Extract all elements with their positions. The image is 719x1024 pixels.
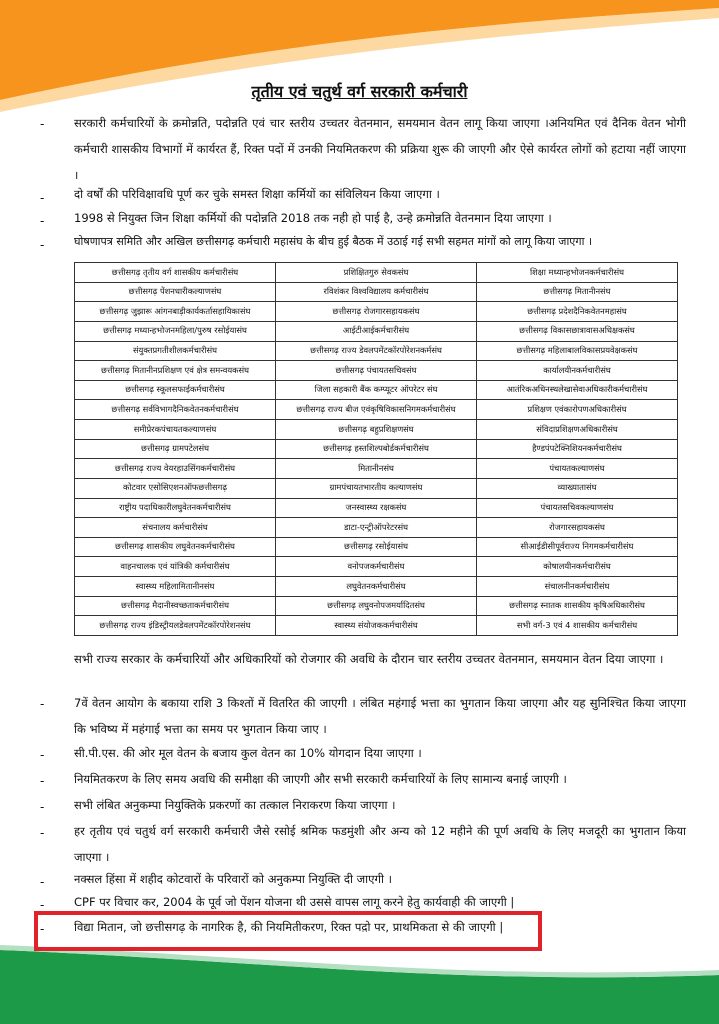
table-cell: छत्तीसगढ़ विकासछात्रावासअधिक्षकसंघ [477, 321, 678, 341]
bullet-dash: - [40, 748, 45, 762]
list-item: सभी लंबित अनुकम्पा नियुक्तिके प्रकरणों का तत्काल निराकरण किया जाएगा । [74, 798, 396, 812]
table-cell: ग्रामपंचायतभारतीय कल्याणसंघ [276, 478, 477, 498]
table-row [75, 518, 678, 538]
table-cell: रविशंकर विश्वविद्यालय कर्मचारीसंघ [276, 282, 477, 302]
table-row [75, 361, 678, 381]
table-cell: छत्तीसगढ़ रसोईयासंघ [276, 537, 477, 557]
table-cell: छत्तीसगढ़ रोजगारसहायकसंघ [276, 302, 477, 322]
table-row [75, 380, 678, 400]
table-cell: व्याख्यातासंघ [477, 478, 678, 498]
table-cell: प्रशिक्षण एवंकारोपणअधिकारीसंघ [477, 400, 678, 420]
table-cell: छत्तीसगढ़ बहुप्रशिक्षणसंघ [276, 420, 477, 440]
bullet-dash: - [40, 826, 45, 840]
table-row [75, 439, 678, 459]
table-row [75, 577, 678, 597]
table-cell: कार्यालयीनकर्मचारीसंघ [477, 361, 678, 381]
table-cell: वाहनचालक एवं यांत्रिकी कर्मचारीसंघ [75, 557, 276, 577]
table-cell: राष्ट्रीय पदाधिकारीलघुवेतनकर्मचारीसंघ [75, 498, 276, 518]
table-cell: छत्तीसगढ़ हस्तशिल्पबोर्डकर्मचारीसंघ [276, 439, 477, 459]
table-cell: छत्तीसगढ़ मैदानीस्वच्छताकर्मचारीसंघ [75, 596, 276, 616]
table-cell: स्वास्थ्य संयोजककर्मचारीसंघ [276, 616, 477, 636]
table-row [75, 616, 678, 636]
bullet-dash: - [40, 697, 45, 711]
table-row [75, 557, 678, 577]
list-item-highlighted: विद्या मितान, जो छत्तीसगढ़ के नागरिक है, की नियमितीकरण, रिक्त पद़ो पर, प्राथमिकता से की जाएगी | [74, 920, 504, 934]
list-item: सी.पी.एस. की ओर मूल वेतन के बजाय कुल वेतन का 10% योगदान दिया जाएगा । [74, 746, 422, 760]
table-row [75, 341, 678, 361]
table-cell: मितानीनसंघ [276, 459, 477, 479]
table-row [75, 459, 678, 479]
table-cell: शिक्षा मध्यान्हभोजनकर्मचारीसंघ [477, 263, 678, 283]
table-row [75, 263, 678, 283]
table-cell: जनस्वास्थ्य रक्षकसंघ [276, 498, 477, 518]
table-cell: प्रशिक्षितगुरु सेवकसंघ [276, 263, 477, 283]
table-row [75, 537, 678, 557]
table-cell: पंचायतसचिवकल्याणसंघ [477, 498, 678, 518]
list-item: CPF पर विचार कर, 2004 के पूर्व जो पेंशन योजना थी उससे वापस लागू करने हेतु कार्यवाही की जाएगी | [74, 895, 515, 909]
bullet-dash: - [40, 117, 45, 131]
table-cell: संयुक्तप्रगतीशीलकर्मचारीसंघ [75, 341, 276, 361]
unions-table [74, 262, 678, 636]
table-cell: छत्तीसगढ़ प्रदेशदैनिकवेतनमहासंघ [477, 302, 678, 322]
table-cell: लघुवेतनकर्मचारीसंघ [276, 577, 477, 597]
table-cell: छत्तीसगढ़ तृतीय वर्ग शासकीय कर्मचारीसंघ [75, 263, 276, 283]
table-cell: छत्तीसगढ़ लघुवनोपजमर्यादितसंघ [276, 596, 477, 616]
bullet-dash: - [40, 875, 45, 889]
bullet-dash: - [40, 191, 45, 205]
table-cell: कोटवार एसोसिएशनऑफछत्तीसगढ़ [75, 478, 276, 498]
table-row [75, 596, 678, 616]
table-cell: डाटा-एन्ट्रीऑपरेटरसंघ [276, 518, 477, 538]
table-cell: छत्तीसगढ़ राज्य इंडिस्ट्रीयलडेवलपमेंटकॉरपोरेशनसंघ [75, 616, 276, 636]
page-title: तृतीय एवं चतुर्थ वर्ग सरकारी कर्मचारी [251, 82, 468, 101]
table-cell: छत्तीसगढ़ राज्य डेवलपमेंटकॉरपोरेशनकर्मसंघ [276, 341, 477, 361]
bullet-dash: - [40, 800, 45, 814]
list-item: घोषणापत्र समिति और अखिल छत्तीसगढ़ कर्मचारी महासंघ के बीच हुई बैठक में उठाई गई सभी सहमत मांगों को लागू किया जाएगा । [74, 235, 593, 248]
table-row [75, 400, 678, 420]
list-item: सरकारी कर्मचारियों के क्रमोन्नति, पदोन्नति एवं चार स्तरीय उच्चतर वेतनमान, समयमान वेतन लागू किया जाएगा ।अनियमित एवं दैनिक वेतन भोगी कर्मचारी शासकीय विभागों में कार्यरत हैं, रिक्त पदों में उनकी नियमितकरण की प्रक्रिया शुरू की जाएगी और ऐसे कार्यरत लोगों को हटाया नहीं जाएगा । [74, 116, 686, 182]
table-cell: छत्तीसगढ़ मितानीनसंघ [477, 282, 678, 302]
table-row [75, 420, 678, 440]
table-cell: जिला सहकारी बैंक कम्प्यूटर ऑपरेटर संघ [276, 380, 477, 400]
bullet-dash: - [40, 214, 45, 228]
paragraph-after-table: सभी राज्य सरकार के कर्मचारियों और अधिकारियों को रोजगार की अवधि के दौरान चार स्तरीय उच्चतर वेतनमान, समयमान वेतन दिया जाएगा । [74, 652, 664, 666]
table-cell: रोजगारसहायकसंघ [477, 518, 678, 538]
table-cell: हैण्डपंपटेक्निशियनकर्मचारीसंघ [477, 439, 678, 459]
table-cell: सीआईडीसीपूर्वराज्य निगमकर्मचारीसंघ [477, 537, 678, 557]
table-cell: पंचायतकल्याणसंघ [477, 459, 678, 479]
list-item: हर तृतीय एवं चतुर्थ वर्ग सरकारी कर्मचारी जैसे रसोई श्रमिक फडमुंशी और अन्य को 12 महीने की पूर्ण अवधि के लिए मजदूरी का भुगतान किया जाएगा । [74, 824, 686, 864]
highlight-box [34, 911, 542, 951]
table-row [75, 302, 678, 322]
list-item: नक्सल हिंसा में शहीद कोटवारों के परिवारों को अनुकम्पा नियुक्ति दी जाएगी । [74, 872, 392, 886]
bullet-dash: - [40, 774, 45, 788]
table-cell: समीप्रेरकपंचायतकल्याणसंघ [75, 420, 276, 440]
table-cell: संचनालय कर्मचारीसंघ [75, 518, 276, 538]
list-item: 7वें वेतन आयोग के बकाया राशि 3 किश्तों में वितरित की जाएगी । लंबित महंगाई भत्ता का भुगतान किया जाएगा और यह सुनिश्चित किया जाएगा कि भविष्य में महंगाई भत्ता का समय पर भुगतान किया जाए । [74, 696, 686, 736]
table-cell: छत्तीसगढ़ महिलाबालविकासप्रयवेक्षकसंघ [477, 341, 678, 361]
table-cell: छत्तीसगढ़ राज्य वेयरहाउसिंगकर्मचारीसंघ [75, 459, 276, 479]
table-cell: छत्तीसगढ़ ग्रामपटेलसंघ [75, 439, 276, 459]
bullet-dash: - [40, 238, 45, 252]
table-cell: स्वास्थ्य महिलामितानीनसंघ [75, 577, 276, 597]
table-cell: सभी वर्ग-3 एवं 4 शासकीय कर्मचारीसंघ [477, 616, 678, 636]
table-cell: छत्तीसगढ़ राज्य बीज एवंकृषिविकासनिगमकर्मचारीसंघ [276, 400, 477, 420]
table-cell: संचालनीनकर्मचारीसंघ [477, 577, 678, 597]
list-item: दो वर्षों की परिविक्षावधि पूर्ण कर चुके समस्त शिक्षा कर्मियों का संविलियन किया जाएगा । [74, 187, 440, 201]
table-cell: छत्तीसगढ़ मध्यान्हभोजनमहिला/पुरुष रसोईयासंघ [75, 321, 276, 341]
table-row [75, 498, 678, 518]
list-item: नियमितकरण के लिए समय अवधि की समीक्षा की जाएगी और सभी सरकारी कर्मचारियों के लिए सामान्य बनाई जाएगी । [74, 772, 567, 786]
table-cell: वनोपजकर्मचारीसंघ [276, 557, 477, 577]
table-cell: छत्तीसगढ़ जुझारू आंगनबाड़ीकार्यकर्तासहायिकासंघ [75, 302, 276, 322]
bullet-dash: - [40, 922, 45, 936]
table-cell: छत्तीसगढ़ स्कूलसफाईकर्मचारीसंघ [75, 380, 276, 400]
table-cell: छत्तीसगढ़ पेंशनधारीकल्याणसंघ [75, 282, 276, 302]
table-cell: कोषालयीनकर्मचारीसंघ [477, 557, 678, 577]
table-cell: आतंरिकअधिनस्थलेखासेवाअधिकारीकर्मचारीसंघ [477, 380, 678, 400]
table-cell: आईटीआईकर्मचारीसंघ [276, 321, 477, 341]
list-item: 1998 से नियुक्त जिन शिक्षा कर्मियों की पदोन्नति 2018 तक नही हो पाई है, उन्हे क्रमोन्नति वेतनमान दिया जाएगा । [74, 211, 552, 225]
table-cell: संविदाप्रशिक्षणअधिकारीसंघ [477, 420, 678, 440]
table-cell: छत्तीसगढ़ शासकीय लघुवेतनकर्मचारीसंघ [75, 537, 276, 557]
table-cell: छत्तीसगढ़ सर्वविभागदैनिकवेतनकर्मचारीसंघ [75, 400, 276, 420]
table-row [75, 321, 678, 341]
table-row [75, 282, 678, 302]
table-cell: छत्तीसगढ़ मितानीनप्रशिक्षण एवं क्षेत्र समन्वयकसंघ [75, 361, 276, 381]
table-row [75, 478, 678, 498]
table-cell: छत्तीसगढ़ पंचायतसचिवसंघ [276, 361, 477, 381]
bullet-dash: - [40, 898, 45, 912]
table-cell: छत्तीसगढ़ स्नातक शासकीय कृषिअधिकारीसंघ [477, 596, 678, 616]
